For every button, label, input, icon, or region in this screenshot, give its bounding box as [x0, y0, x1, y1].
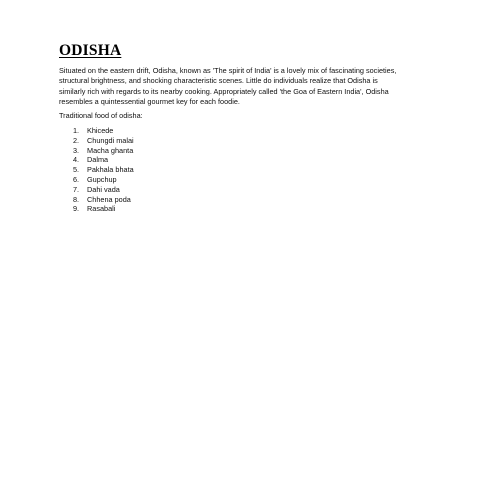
- list-item-label: Gupchup: [87, 174, 117, 184]
- list-item: [73, 165, 134, 175]
- list-item-label: Chungdi malai: [87, 135, 134, 145]
- list-item: [73, 185, 134, 195]
- list-item-number: 5.: [73, 165, 80, 175]
- paragraph-line: similarly rich with regards to its nearby cooking. Appropriately called 'the Goa of Eastern India', Odisha: [59, 86, 389, 96]
- list-item-label: Rasabali: [87, 204, 116, 214]
- list-item: [73, 155, 134, 165]
- list-item: [73, 204, 134, 214]
- list-item-label: Dalma: [87, 155, 109, 165]
- list-item-number: 4.: [73, 155, 80, 165]
- document-title: ODISHA: [59, 42, 122, 59]
- paragraph-line: Situated on the eastern drift, Odisha, known as 'The spirit of India' is a lovely mix of fascinating societies,: [59, 66, 397, 75]
- list-item-label: Chhena poda: [87, 194, 131, 204]
- list-item-number: 1.: [73, 126, 80, 135]
- list-item-label: Macha ghanta: [87, 145, 134, 155]
- list-item-number: 3.: [73, 145, 80, 155]
- list-item: [73, 175, 134, 185]
- list-item: [73, 136, 134, 146]
- list-item-number: 7.: [73, 184, 80, 194]
- list-heading: Traditional food of odisha:: [59, 111, 143, 120]
- paragraph-line: resembles a quintessential gourmet key for each foodie.: [59, 96, 240, 106]
- list-item-number: 8.: [73, 194, 80, 204]
- list-item-label: Dahi vada: [87, 184, 120, 194]
- list-item-label: Khicede: [87, 126, 114, 135]
- food-list: [73, 126, 134, 214]
- list-item: [73, 146, 134, 156]
- list-item-label: Pakhala bhata: [87, 165, 134, 175]
- paragraph-line: structural brightness, and shocking characteristic scenes. Little do individuals realize that Odisha is: [59, 76, 378, 86]
- list-item: [73, 126, 134, 136]
- list-item-number: 2.: [73, 135, 80, 145]
- list-item-number: 9.: [73, 204, 80, 214]
- intro-paragraph: [59, 66, 449, 107]
- list-item-number: 6.: [73, 174, 80, 184]
- list-item: [73, 195, 134, 205]
